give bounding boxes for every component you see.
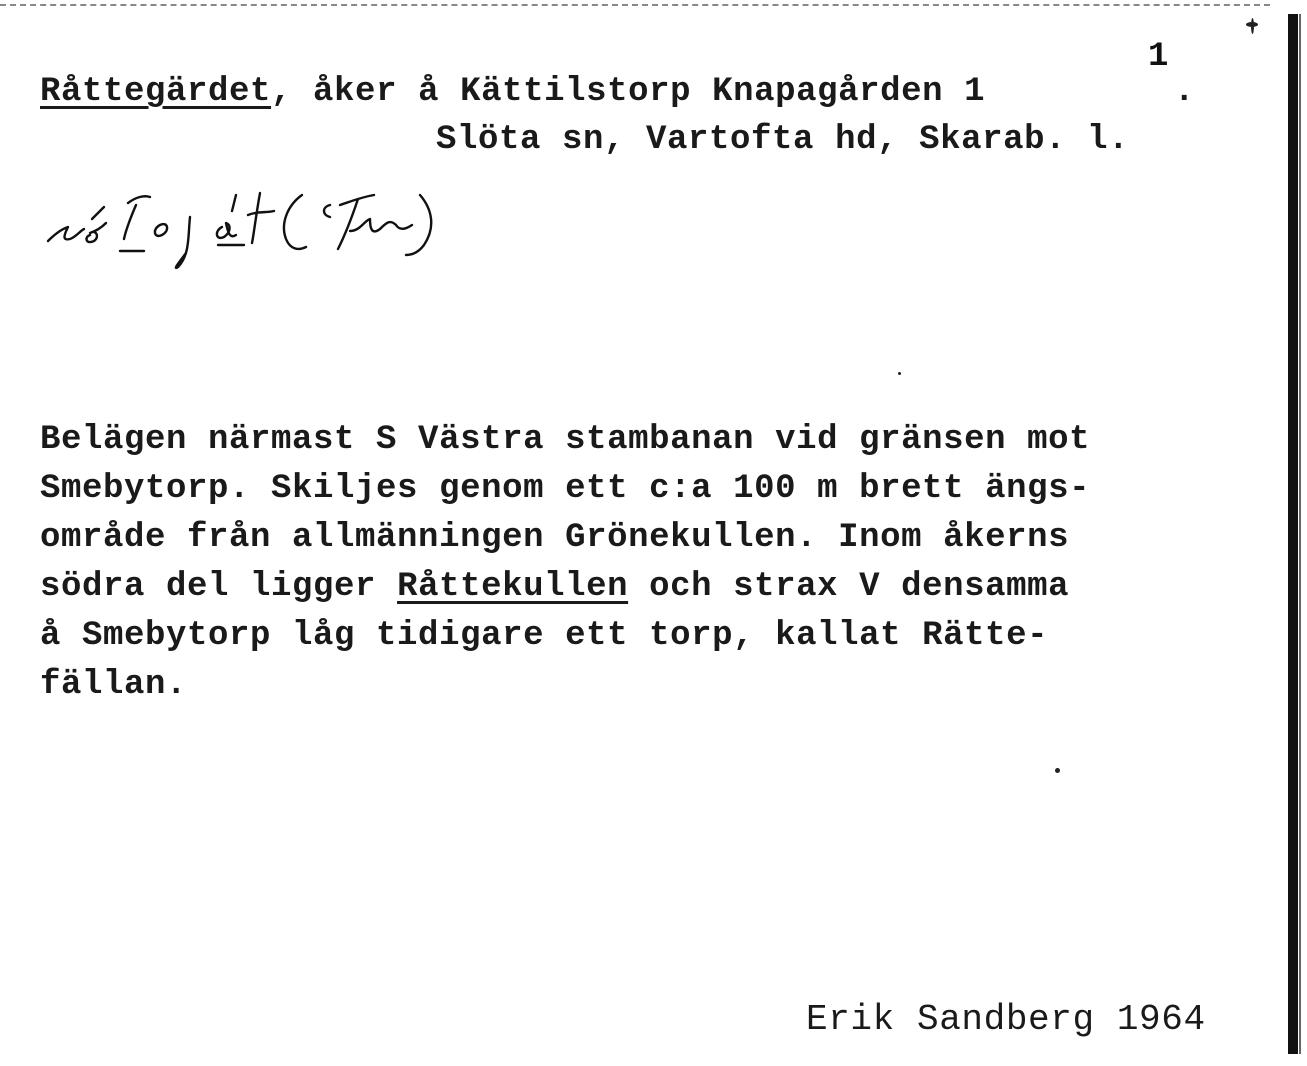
ink-speck: [898, 372, 901, 375]
signature: Erik Sandberg 1964: [806, 999, 1206, 1040]
body-line-2: Smebytorp. Skiljes genom ett c:a 100 m brett ängs-: [40, 470, 1091, 508]
body-line-1: Belägen närmast S Västra stambanan vid gränsen mot: [40, 421, 1091, 459]
body-line-4-start: södra del ligger: [40, 568, 398, 606]
body-line-6: fällan.: [40, 666, 188, 704]
ink-speck: [1251, 18, 1254, 34]
handwritten-pronunciation: [40, 175, 560, 270]
header-superscript: 1: [1148, 38, 1169, 76]
place-name: Råttegärdet: [40, 73, 272, 111]
body-line-3: område från allmänningen Grönekullen. Inom åkerns: [40, 519, 1070, 557]
body-line-4-end: och strax V densamma: [628, 568, 1070, 606]
ink-speck: [1055, 768, 1060, 773]
body-line-5: å Smebytorp låg tidigare ett torp, kallat Rätte-: [40, 617, 1049, 655]
header-description: , åker å Kättilstorp Knapagården 1: [271, 73, 986, 111]
card-right-edge-shadow: [1299, 14, 1301, 1054]
card-top-edge: [0, 4, 1270, 6]
header-period: .: [1174, 73, 1196, 111]
header-line-2: Slöta sn, Vartofta hd, Skarab. l.: [436, 121, 1130, 159]
header-line-1: [40, 72, 985, 112]
place-reference-rattekullen: Råttekullen: [397, 568, 629, 606]
body-line-4: [40, 567, 1069, 607]
card-right-edge: [1288, 14, 1298, 1054]
